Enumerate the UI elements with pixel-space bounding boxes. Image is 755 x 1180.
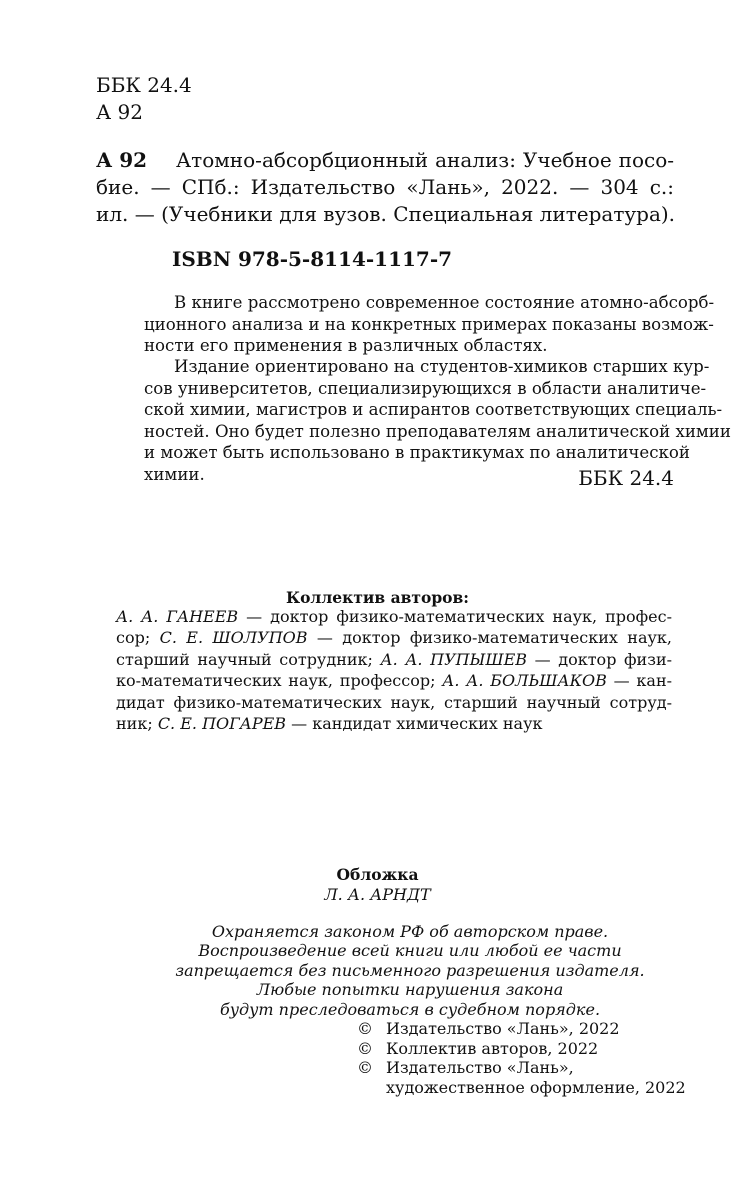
notice-line: будут преследоваться в судебном порядке. — [219, 999, 601, 1019]
authors-line-4: ко-математических наук, профессор; А. А. БОЛЬШАКОВ — кан- — [116, 671, 673, 691]
authors-line-5: дидат физико-математических наук, старший научный сотруд- — [116, 692, 672, 712]
bbk-code: ББК 24.4 — [96, 73, 192, 97]
notice-line: Любые попытки нарушения закона — [256, 980, 564, 1000]
entry-line-2: бие. — СПб.: Издательство «Лань», 2022. — 304 с.: — [96, 175, 674, 199]
authors-line-2: сор; С. Е. ШОЛУПОВ — доктор физико-математических наук, — [116, 628, 673, 648]
entry-code: А 92 — [96, 148, 148, 172]
notice-line: запрещается без письменного разрешения издателя. — [175, 960, 645, 980]
copyright-icon: © — [357, 1019, 373, 1038]
author-name: А. А. ГАНЕЕВ — [116, 607, 239, 626]
copyright-notice — [150, 922, 670, 1019]
author-name: С. Е. ШОЛУПОВ — [159, 628, 308, 648]
cover-heading: Обложка — [336, 865, 419, 884]
copyright-holders — [357, 1019, 686, 1097]
authors-list — [116, 606, 672, 734]
notice-line: Воспроизведение всей книги или любой ее части — [198, 941, 622, 961]
annotation-line: ционного анализа и на конкретных примерах показаны возмож- — [144, 314, 714, 334]
annotation-line: В книге рассмотрено современное состояние атомно-абсорб- — [174, 293, 715, 312]
annotation-line: химии. — [144, 464, 205, 484]
cover-designer: Л. А. АРНДТ — [324, 885, 431, 904]
authors-line-6: ник; С. Е. ПОГАРЕВ — кандидат химических наук — [116, 713, 543, 733]
annotation-line: сов университетов, специализирующихся в области аналитиче- — [144, 378, 707, 398]
entry-line-3: ил. — (Учебники для вузов. Специальная литература). — [96, 202, 676, 226]
annotation-line: ской химии, магистров и аспирантов соответствующих специаль- — [144, 400, 723, 420]
authors-line-1: А. А. ГАНЕЕВ — доктор физико-математических наук, профес- — [116, 607, 673, 626]
copyright-item: © Издательство «Лань», 2022 — [357, 1019, 620, 1038]
copyright-icon: © — [357, 1038, 373, 1058]
annotation-line: и может быть использовано в практикумах по аналитической — [144, 443, 690, 463]
author-name: А. А. БОЛЬШАКОВ — [442, 671, 607, 691]
authors-heading: Коллектив авторов: — [285, 588, 470, 607]
authors-line-3: старший научный сотрудник; А. А. ПУПЫШЕВ — доктор физи- — [116, 649, 673, 669]
annotation-paragraph-1 — [144, 292, 715, 357]
copyright-item: © Коллектив авторов, 2022 — [357, 1038, 599, 1058]
isbn: ISBN 978-5-8114-1117-7 — [172, 247, 453, 271]
author-mark: А 92 — [96, 100, 143, 124]
author-name: С. Е. ПОГАРЕВ — [157, 713, 287, 733]
copyright-item: © Издательство «Лань», — [357, 1058, 574, 1078]
notice-line: Охраняется законом РФ об авторском праве. — [211, 922, 609, 941]
annotation-line: Издание ориентировано на студентов-химиков старших кур- — [174, 357, 710, 376]
classification-block — [96, 72, 192, 126]
copyright-icon: © — [357, 1058, 373, 1078]
bbk-code-right: ББК 24.4 — [578, 466, 674, 490]
entry-line-1: Атомно-абсорбционный анализ: Учебное посо- — [176, 148, 674, 172]
copyright-item-continuation: художественное оформление, 2022 — [386, 1077, 686, 1097]
author-name: А. А. ПУПЫШЕВ — [380, 649, 528, 669]
annotation-line: ностей. Оно будет полезно преподавателям аналитической химии — [144, 421, 731, 441]
annotation-line: ности его применения в различных областях. — [144, 336, 548, 356]
